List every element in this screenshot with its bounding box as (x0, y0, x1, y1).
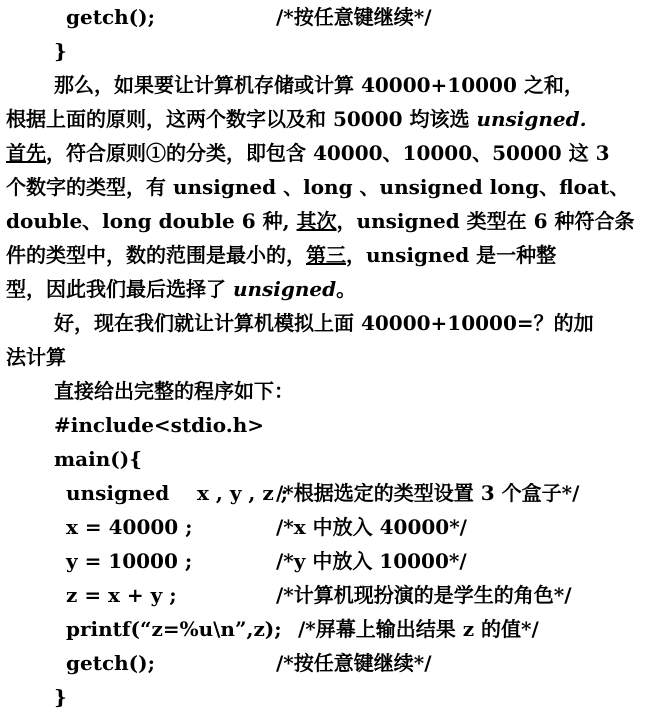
code-getch-statement: getch(); (66, 651, 155, 675)
prose-line-2 (6, 102, 587, 136)
prose-second-underlined: 其次 (296, 209, 337, 233)
prose-line-5-rest: ，unsigned 类型在 6 种符合条 (336, 209, 635, 233)
prose-line-10: 直接给出完整的程序如下： (54, 379, 294, 403)
code-x-comment: /*x 中放入 40000*/ (276, 515, 467, 539)
code-close-brace-top: } (54, 39, 67, 63)
prose-line-5 (6, 204, 635, 238)
prose-first-underlined: 首先 (6, 141, 46, 165)
prose-line-5-text: double、long double 6 种, (6, 209, 297, 233)
prose-line-7-end: 。 (336, 277, 357, 301)
code-getch-comment-top: /*按任意键继续*/ (276, 5, 432, 29)
prose-line-7-italic: unsigned (232, 277, 337, 301)
prose-line-6-text: 件的类型中，数的范围是最小的， (6, 243, 306, 267)
prose-line-9: 法计算 (6, 345, 66, 369)
code-x-assign: x = 40000 ; (66, 515, 193, 539)
code-y-comment: /*y 中放入 10000*/ (276, 549, 467, 573)
code-declaration-comment: /*根据选定的类型设置 3 个盒子*/ (276, 481, 580, 505)
prose-line-6-rest: ，unsigned 是一种整 (346, 243, 557, 267)
prose-line-1: 那么，如果要让计算机存储或计算 40000+10000 之和， (54, 73, 584, 97)
code-include: #include<stdio.h> (54, 413, 265, 437)
code-main-open: main(){ (54, 447, 143, 471)
code-getch-statement-top: getch(); (66, 5, 155, 29)
code-z-assign: z = x + y ; (66, 583, 177, 607)
prose-line-7-text: 型，因此我们最后选择了 (6, 277, 233, 301)
code-declaration: unsigned x , y , z ; (66, 481, 289, 505)
prose-line-8: 好，现在我们就让计算机模拟上面 40000+10000=？的加 (54, 311, 594, 335)
prose-line-3-rest: ，符合原则①的分类，即包含 40000、10000、50000 这 3 (46, 141, 610, 165)
prose-line-4: 个数字的类型，有 unsigned 、long 、unsigned long、float、 (6, 175, 630, 199)
prose-line-6 (6, 238, 556, 272)
code-z-comment: /*计算机现扮演的是学生的角色*/ (276, 583, 572, 607)
prose-line-3 (6, 136, 610, 170)
prose-third-underlined: 第三 (306, 243, 346, 267)
code-printf-comment: /*屏幕上输出结果 z 的值*/ (298, 617, 539, 641)
code-close-brace: } (54, 685, 67, 709)
prose-line-7 (6, 272, 356, 306)
code-printf: printf(“z=%u\n”,z); (66, 617, 282, 641)
code-y-assign: y = 10000 ; (66, 549, 193, 573)
prose-line-2-italic: unsigned. (476, 107, 587, 131)
prose-line-2-text: 根据上面的原则，这两个数字以及和 50000 均该选 (6, 107, 477, 131)
code-getch-comment: /*按任意键继续*/ (276, 651, 432, 675)
